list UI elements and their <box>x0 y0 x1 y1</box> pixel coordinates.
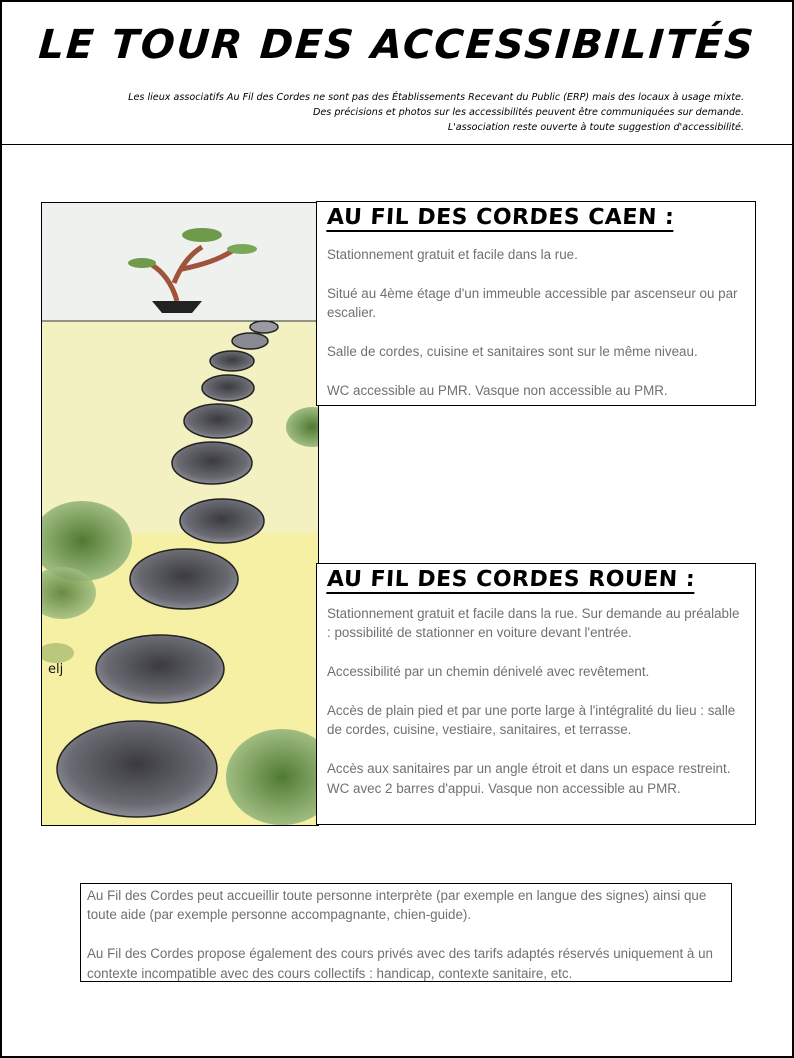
subtitle-line: Les lieux associatifs Au Fil des Cordes ne sont pas des Établissements Recevant du Public (ERP) mais des locaux à usage mixte. <box>128 92 744 103</box>
caen-info-box <box>316 201 756 406</box>
caen-title: AU FIL DES CORDES CAEN : <box>326 205 675 230</box>
subtitle-line: L'association reste ouverte à toute suggestion d'accessibilité. <box>447 122 744 133</box>
general-paragraph: Au Fil des Cordes propose également des cours privés avec des tarifs adaptés réservés uniquement à un contexte incompatible avec des cours collectifs : handicap, contexte sanitaire, etc. <box>87 946 713 981</box>
rouen-paragraph: Accessibilité par un chemin dénivelé avec revêtement. <box>327 664 650 680</box>
page-header <box>2 2 792 145</box>
rouen-body <box>317 604 755 798</box>
caen-paragraph: WC accessible au PMR. Vasque non accessible au PMR. <box>327 382 668 398</box>
rouen-title: AU FIL DES CORDES ROUEN : <box>326 567 696 592</box>
header-subtitle <box>44 90 744 135</box>
stepping-stones-illustration <box>41 202 319 826</box>
subtitle-line: Des précisions et photos sur les accessibilités peuvent être communiquées sur demande. <box>313 107 744 118</box>
caen-body <box>317 245 755 400</box>
caen-paragraph: Situé au 4ème étage d'un immeuble accessible par ascenseur ou par escalier. <box>327 285 738 321</box>
rouen-paragraph: Accès de plain pied et par une porte large à l'intégralité du lieu : salle de cordes, cuisine, vestiaire, sanitaires, et terrasse. <box>327 703 736 738</box>
general-paragraph: Au Fil des Cordes peut accueillir toute personne interprète (par exemple en langue des signes) ainsi que toute aide (par exemple personne accompagnante, chien-guide). <box>87 888 707 923</box>
rouen-paragraph: Stationnement gratuit et facile dans la rue. Sur demande au préalable : possibilité de stationner en voiture devant l'entrée. <box>327 606 740 641</box>
caen-paragraph: Stationnement gratuit et facile dans la rue. <box>327 247 578 262</box>
page-title: LE TOUR DES ACCESSIBILITÉS <box>37 22 757 68</box>
rouen-info-box <box>316 563 756 825</box>
artist-signature: elj <box>48 662 64 677</box>
general-info-box <box>80 883 732 982</box>
rouen-paragraph: Accès aux sanitaires par un angle étroit et dans un espace restreint. WC avec 2 barres d'appui. Vasque non accessible au PMR. <box>327 761 731 796</box>
caen-paragraph: Salle de cordes, cuisine et sanitaires sont sur le même niveau. <box>327 344 698 359</box>
